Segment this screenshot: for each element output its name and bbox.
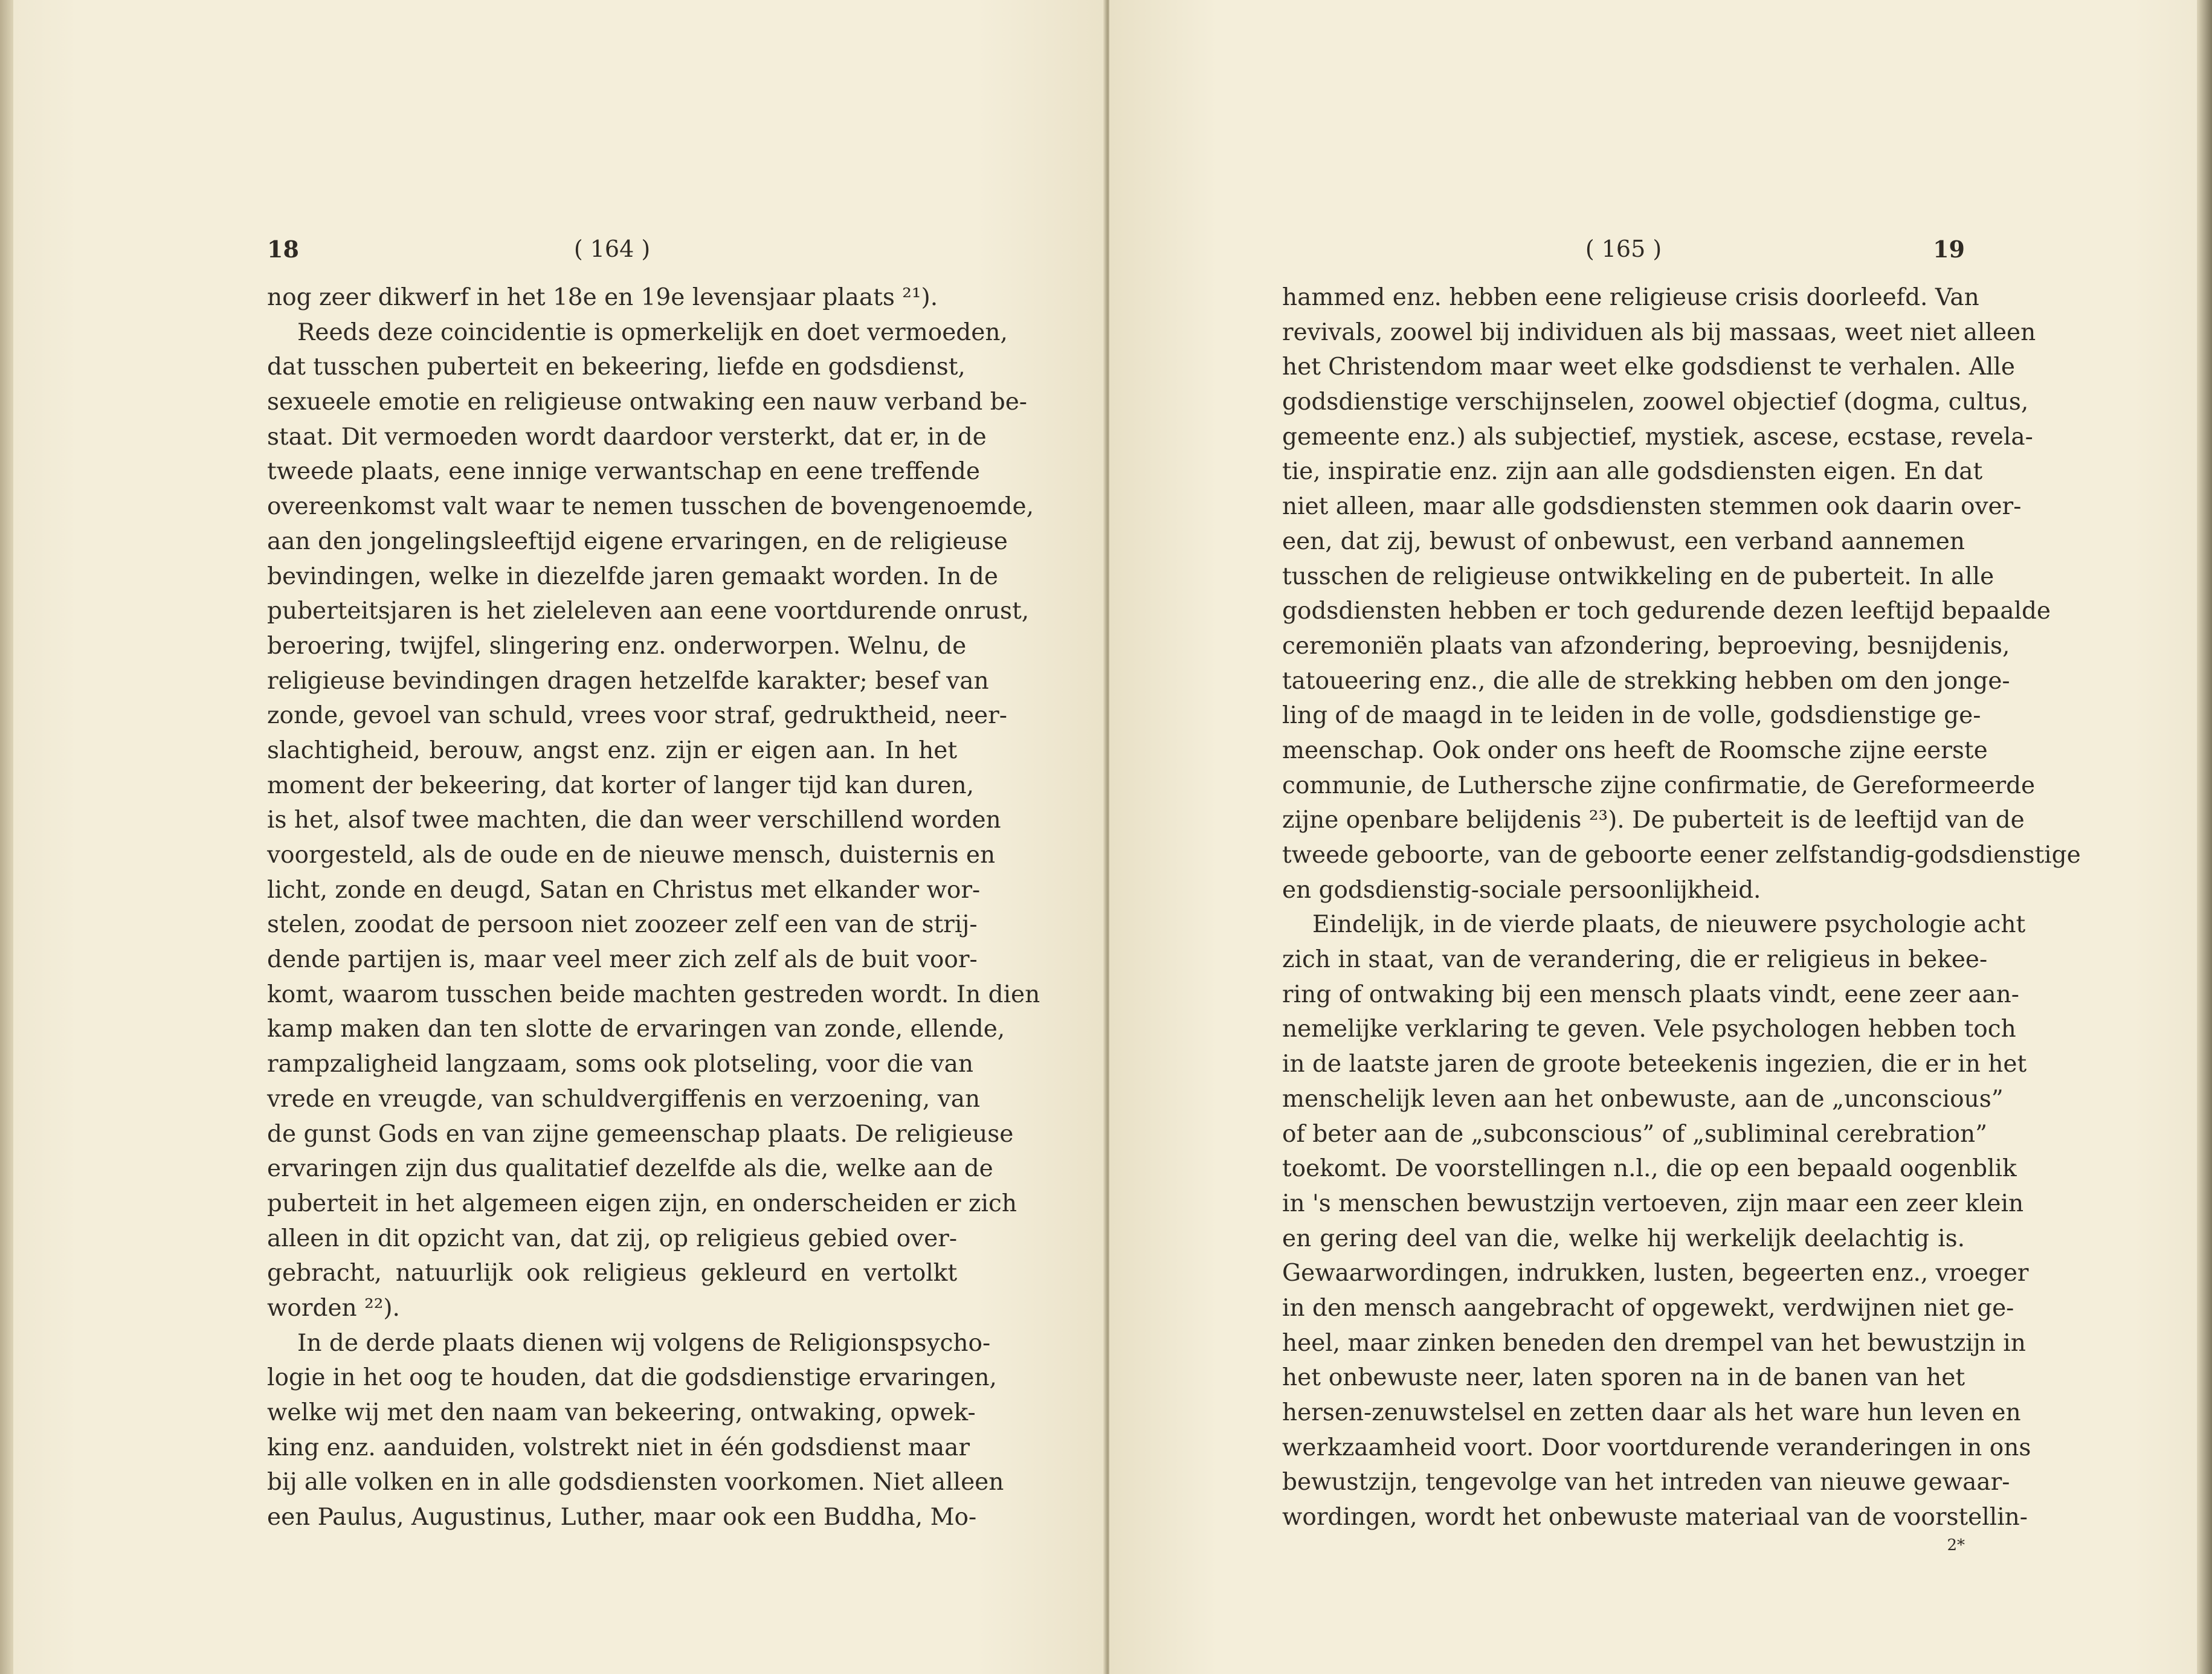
text-line: in 's menschen bewustzijn vertoeven, zijn maar een zeer klein	[1282, 1190, 2024, 1217]
text-line: tatoueering enz., die alle de strekking hebben om den jonge-	[1282, 667, 2010, 695]
text-line: slachtigheid, berouw, angst enz. zijn er eigen aan. In het	[267, 736, 957, 764]
text-line: bewustzijn, tengevolge van het intreden van nieuwe gewaar-	[1282, 1469, 2010, 1496]
right-page-edge	[2197, 0, 2212, 1674]
text-line: en godsdienstig-sociale persoonlijkheid.	[1282, 876, 1761, 904]
text-line: stelen, zoodat de persoon niet zoozeer zelf een van de strij-	[267, 911, 978, 939]
text-line: een, dat zij, bewust of onbewust, een verband aannemen	[1282, 527, 1965, 555]
text-line: sexueele emotie en religieuse ontwaking een nauw verband be-	[267, 388, 1027, 416]
text-line: hammed enz. hebben eene religieuse crisis doorleefd. Van	[1282, 284, 1979, 311]
text-line: alleen in dit opzicht van, dat zij, op religieus gebied over-	[267, 1225, 957, 1252]
right-text-column	[1282, 236, 2081, 1554]
text-line: moment der bekeering, dat korter of langer tijd kan duren,	[267, 771, 975, 799]
text-line: Eindelijk, in de vierde plaats, de nieuwere psychologie acht	[1312, 911, 2026, 939]
text-line: zich in staat, van de verandering, die er religieus in bekee-	[1282, 946, 1988, 974]
text-line: zijne openbare belijdenis ²³). De puberteit is de leeftijd van de	[1282, 806, 2025, 834]
text-line: ring of ontwaking bij een mensch plaats vindt, eene zeer aan-	[1282, 980, 2019, 1008]
text-line: dat tusschen puberteit en bekeering, liefde en godsdienst,	[267, 353, 966, 381]
text-line: overeenkomst valt waar te nemen tusschen de bovengenoemde,	[267, 493, 1034, 521]
text-line: het Christendom maar weet elke godsdienst te verhalen. Alle	[1282, 353, 2015, 381]
text-line: niet alleen, maar alle godsdiensten stemmen ook daarin over-	[1282, 493, 2022, 521]
left-page-number: 18	[267, 236, 299, 263]
right-page-header-title: ( 165 )	[1585, 236, 1662, 262]
text-line: meenschap. Ook onder ons heeft de Roomsche zijne eerste	[1282, 736, 1988, 764]
text-line: revivals, zoowel bij individuen als bij massaas, weet niet alleen	[1282, 318, 2036, 346]
right-body-text	[1282, 280, 2081, 1535]
signature-mark: 2*	[1947, 1536, 1965, 1554]
right-page-header	[1282, 236, 1965, 272]
text-line: het onbewuste neer, laten sporen na in de banen van het	[1282, 1364, 1965, 1392]
text-line: dende partijen is, maar veel meer zich zelf als de buit voor-	[267, 946, 978, 974]
text-line: communie, de Luthersche zijne confirmatie, de Gereformeerde	[1282, 771, 2036, 799]
text-line: gemeente enz.) als subjectief, mystiek, ascese, ecstase, revela-	[1282, 423, 2033, 451]
text-line: toekomt. De voorstellingen n.l., die op een bepaald oogenblik	[1282, 1155, 2017, 1183]
text-line: in den mensch aangebracht of opgewekt, verdwijnen niet ge-	[1282, 1294, 2014, 1322]
text-line: staat. Dit vermoeden wordt daardoor versterkt, dat er, in de	[267, 423, 987, 451]
text-line: licht, zonde en deugd, Satan en Christus met elkander wor-	[267, 876, 981, 904]
text-line: menschelijk leven aan het onbewuste, aan de „unconscious”	[1282, 1085, 2004, 1113]
text-line: of beter aan de „subconscious” of „subliminal cerebration”	[1282, 1120, 1988, 1148]
text-line: godsdienstige verschijnselen, zoowel objectief (dogma, cultus,	[1282, 388, 2029, 416]
text-line: zonde, gevoel van schuld, vrees voor straf, gedruktheid, neer-	[267, 702, 1007, 730]
text-line: rampzaligheid langzaam, soms ook plotseling, voor die van	[267, 1051, 973, 1078]
text-line: werkzaamheid voort. Door voortdurende veranderingen in ons	[1282, 1434, 2031, 1461]
text-line: vrede en vreugde, van schuldvergiffenis en verzoening, van	[267, 1085, 981, 1113]
text-line: religieuse bevindingen dragen hetzelfde karakter; besef van	[267, 667, 989, 695]
text-line: logie in het oog te houden, dat die godsdienstige ervaringen,	[267, 1364, 997, 1392]
text-line: de gunst Gods en van zijne gemeenschap plaats. De religieuse	[267, 1120, 1014, 1148]
text-line: een Paulus, Augustinus, Luther, maar ook een Buddha, Mo-	[267, 1504, 977, 1531]
text-line: is het, alsof twee machten, die dan weer verschillend worden	[267, 806, 1001, 834]
text-line: hersen-zenuwstelsel en zetten daar als het ware hun leven en	[1282, 1399, 2021, 1426]
text-line: heel, maar zinken beneden den drempel van het bewustzijn in	[1282, 1329, 2026, 1357]
text-line: wordingen, wordt het onbewuste materiaal van de voorstellin-	[1282, 1504, 2028, 1531]
text-line: voorgesteld, als de oude en de nieuwe mensch, duisternis en	[267, 842, 996, 869]
text-line: bevindingen, welke in diezelfde jaren gemaakt worden. In de	[267, 562, 998, 590]
text-line: Reeds deze coincidentie is opmerkelijk en doet vermoeden,	[297, 318, 1008, 346]
left-page-edge	[0, 0, 13, 1674]
left-page-header	[267, 236, 957, 272]
text-line: puberteit in het algemeen eigen zijn, en onderscheiden er zich	[267, 1190, 1017, 1217]
text-line: In de derde plaats dienen wij volgens de Religionspsycho-	[297, 1329, 991, 1357]
text-line: nemelijke verklaring te geven. Vele psychologen hebben toch	[1282, 1016, 2016, 1043]
text-line: ceremoniën plaats van afzondering, beproeving, besnijdenis,	[1282, 632, 2010, 660]
left-text-column	[267, 236, 1040, 1535]
text-line: kamp maken dan ten slotte de ervaringen van zonde, ellende,	[267, 1016, 1005, 1043]
text-line: aan den jongelingsleeftijd eigene ervaringen, en de religieuse	[267, 527, 1008, 555]
left-body-text	[267, 280, 1040, 1535]
text-line: king enz. aanduiden, volstrekt niet in één godsdienst maar	[267, 1434, 970, 1461]
text-line: godsdiensten hebben er toch gedurende dezen leeftijd bepaalde	[1282, 597, 2051, 625]
text-line: welke wij met den naam van bekeering, ontwaking, opwek-	[267, 1399, 976, 1426]
text-line: in de laatste jaren de groote beteekenis ingezien, die er in het	[1282, 1051, 2027, 1078]
text-line: tweede plaats, eene innige verwantschap en eene treffende	[267, 458, 980, 486]
text-line: komt, waarom tusschen beide machten gestreden wordt. In dien	[267, 980, 1040, 1008]
text-line: nog zeer dikwerf in het 18e en 19e levensjaar plaats ²¹).	[267, 284, 938, 311]
text-line: ervaringen zijn dus qualitatief dezelfde als die, welke aan de	[267, 1155, 993, 1183]
left-page-header-title: ( 164 )	[573, 236, 651, 262]
text-line: en gering deel van die, welke hij werkelijk deelachtig is.	[1282, 1225, 1965, 1252]
text-line: ling of de maagd in te leiden in de volle, godsdienstige ge-	[1282, 702, 1981, 730]
text-line: gebracht, natuurlijk ook religieus gekleurd en vertolkt	[267, 1260, 957, 1287]
text-line: tusschen de religieuse ontwikkeling en de puberteit. In alle	[1282, 562, 1994, 590]
right-page-number: 19	[1933, 236, 1965, 263]
text-line: Gewaarwordingen, indrukken, lusten, begeerten enz., vroeger	[1282, 1260, 2029, 1287]
text-line: tie, inspiratie enz. zijn aan alle godsdiensten eigen. En dat	[1282, 458, 1983, 486]
text-line: beroering, twijfel, slingering enz. onderworpen. Welnu, de	[267, 632, 967, 660]
text-line: bij alle volken en in alle godsdiensten voorkomen. Niet alleen	[267, 1469, 1004, 1496]
text-line: tweede geboorte, van de geboorte eener zelfstandig-godsdienstige	[1282, 842, 2081, 869]
text-line: worden ²²).	[267, 1294, 400, 1322]
text-line: puberteitsjaren is het zieleleven aan eene voortdurende onrust,	[267, 597, 1030, 625]
